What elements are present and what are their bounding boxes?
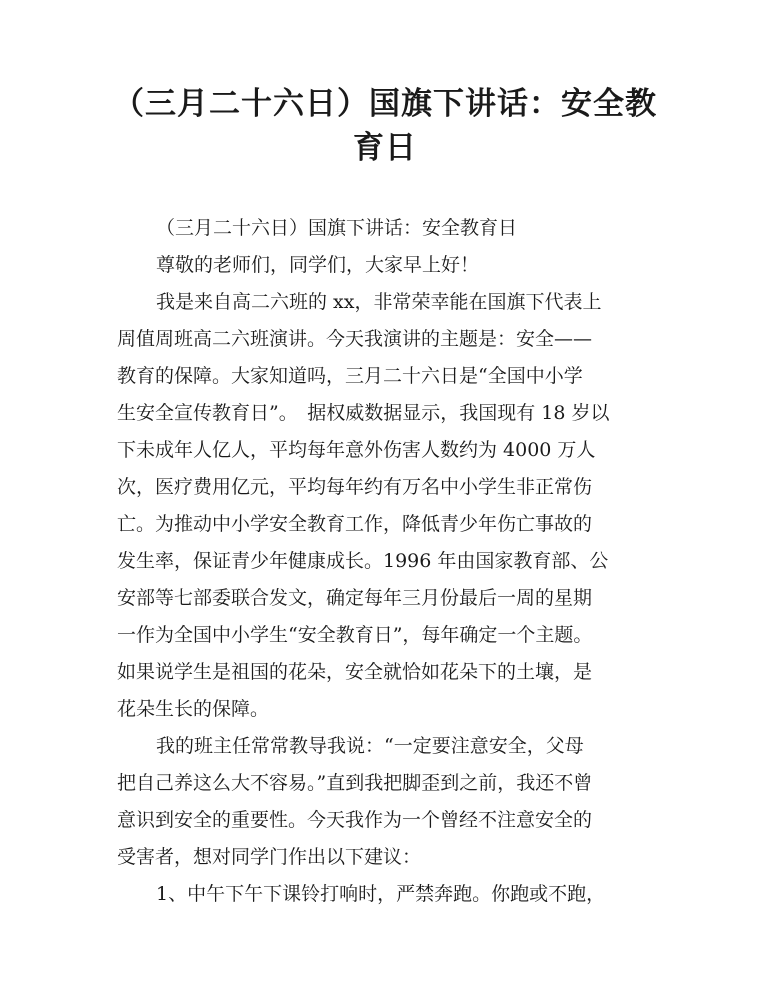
body-line: 次，医疗费用亿元，平均每年约有万名中小学生非正常伤 bbox=[117, 476, 593, 498]
body-line: 一作为全国中小学生“安全教育日”，每年确定一个主题。 bbox=[117, 624, 593, 646]
body-line: 周值周班高二六班演讲。今天我演讲的主题是：安全—— bbox=[117, 328, 593, 350]
body-line: 生安全宣传教育日”。 据权威数据显示，我国现有 18 岁以 bbox=[117, 402, 610, 424]
body-line: 1、中午下午下课铃打响时，严禁奔跑。你跑或不跑， bbox=[156, 883, 606, 905]
body-line: 如果说学生是祖国的花朵，安全就恰如花朵下的土壤，是 bbox=[117, 661, 593, 683]
document-title bbox=[100, 82, 670, 170]
body-line: 教育的保障。大家知道吗，三月二十六日是“全国中小学 bbox=[117, 365, 583, 387]
body-line: 受害者，想对同学门作出以下建议： bbox=[117, 846, 422, 868]
body-line: 把自己养这么大不容易。”直到我把脚歪到之前，我还不曾 bbox=[117, 772, 593, 794]
body-line: 意识到安全的重要性。今天我作为一个曾经不注意安全的 bbox=[117, 809, 593, 831]
body-line: 我的班主任常常教导我说：“一定要注意安全，父母 bbox=[156, 735, 584, 757]
title-line-1: （三月二十六日）国旗下讲话：安全教 bbox=[113, 86, 657, 122]
body-line: 尊敬的老师们，同学们，大家早上好！ bbox=[156, 254, 480, 276]
document-body bbox=[117, 210, 657, 913]
body-line: 花朵生长的保障。 bbox=[117, 698, 270, 720]
body-line: 我是来自高二六班的 xx，非常荣幸能在国旗下代表上 bbox=[156, 291, 602, 313]
body-line: （三月二十六日）国旗下讲话：安全教育日 bbox=[156, 217, 518, 239]
body-line: 发生率，保证青少年健康成长。1996 年由国家教育部、公 bbox=[117, 550, 609, 572]
body-line: 安部等七部委联合发文，确定每年三月份最后一周的星期 bbox=[117, 587, 593, 609]
title-line-2: 育日 bbox=[353, 130, 417, 166]
body-line: 下未成年人亿人，平均每年意外伤害人数约为 4000 万人 bbox=[117, 439, 596, 461]
body-line: 亡。为推动中小学安全教育工作，降低青少年伤亡事故的 bbox=[117, 513, 593, 535]
